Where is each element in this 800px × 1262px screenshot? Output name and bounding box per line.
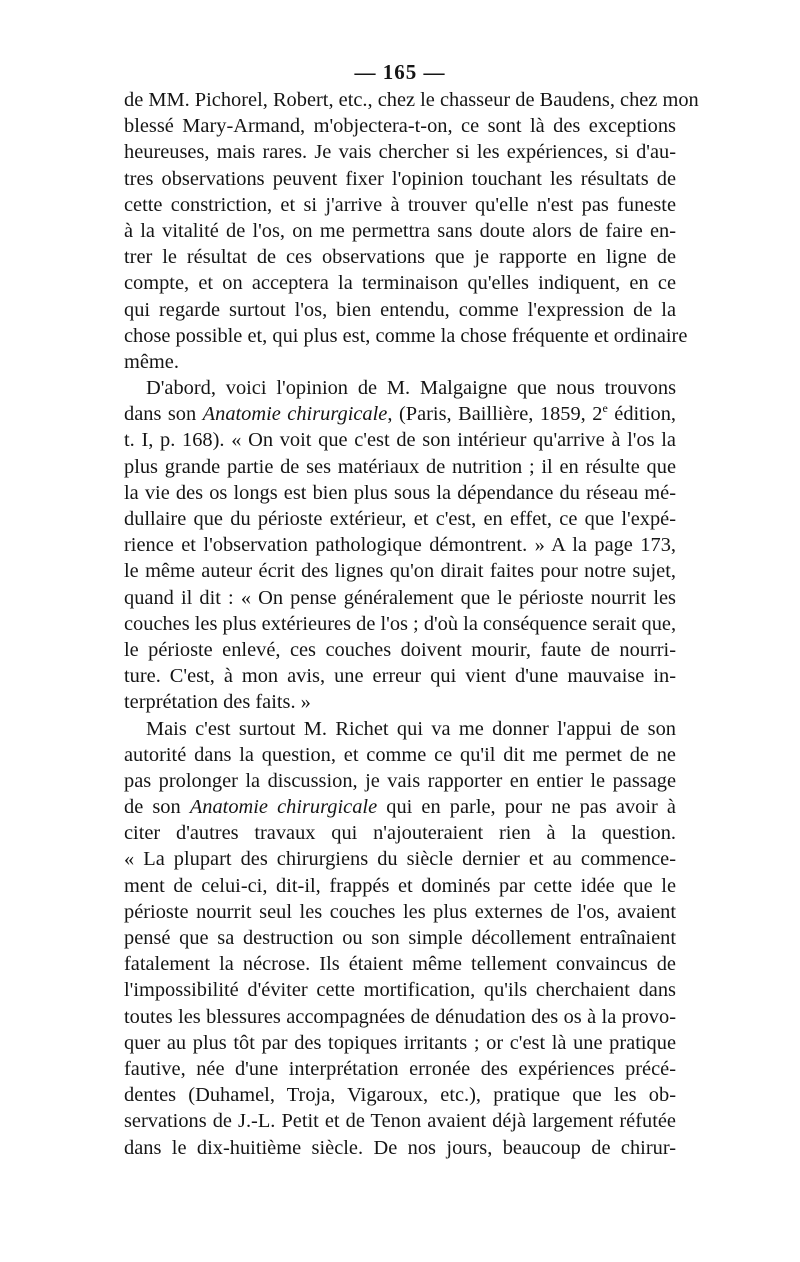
- superscript: e: [602, 401, 608, 416]
- text-line: l'impossibilité d'éviter cette mortification, qu'ils cherchaient dans: [124, 979, 676, 1002]
- text-line: dans le dix-huitième siècle. De nos jours, beaucoup de chirur-: [124, 1136, 676, 1159]
- text-line: terprétation des faits. »: [124, 691, 311, 714]
- text-line: rience et l'observation pathologique démontrent. » A la page 173,: [124, 534, 676, 557]
- text-line: qui regarde surtout l'os, bien entendu, comme l'expression de la: [124, 298, 676, 321]
- text-line: toutes les blessures accompagnées de dénudation des os à la provo-: [124, 1005, 676, 1028]
- text-line: « La plupart des chirurgiens du siècle dernier et au commence-: [124, 848, 676, 871]
- text-line: fatalement la nécrose. Ils étaient même tellement convaincus de: [124, 953, 676, 976]
- paragraph-start-line: Mais c'est surtout M. Richet qui va me donner l'appui de son: [146, 717, 676, 740]
- text-line-with-title: [124, 794, 676, 820]
- text-segment: dans son: [124, 403, 203, 426]
- text-segment: de son: [124, 796, 190, 819]
- paragraph-start-line: D'abord, voici l'opinion de M. Malgaigne que nous trouvons: [146, 377, 676, 400]
- text-segment: qui en parle, pour ne pas avoir à: [377, 796, 676, 819]
- text-line: plus grande partie de ses matériaux de nutrition ; il en résulte que: [124, 455, 676, 478]
- text-line: ment de celui-ci, dit-il, frappés et dominés par cette idée que le: [124, 874, 676, 897]
- text-line: citer d'autres travaux qui n'ajouteraient rien à la question.: [124, 822, 676, 845]
- text-line: trer le résultat de ces observations que je rapporte en ligne de: [124, 246, 676, 269]
- page-number: — 165 —: [354, 60, 446, 84]
- text-line: dullaire que du périoste extérieur, et c'est, en effet, ce que l'expé-: [124, 508, 676, 530]
- body-text: [124, 87, 699, 1161]
- text-line: chose possible et, qui plus est, comme la chose fréquente et ordinaire: [124, 324, 688, 347]
- text-line: périoste nourrit seul les couches les plus externes de l'os, avaient: [124, 900, 676, 923]
- text-line: autorité dans la question, et comme ce qu'il dit me permet de ne: [124, 743, 676, 766]
- text-line: pensé que sa destruction ou son simple décollement entraînaient: [124, 927, 676, 949]
- text-line: le périoste enlevé, ces couches doivent mourir, faute de nourri-: [124, 638, 676, 661]
- text-line: quand il dit : « On pense généralement que le périoste nourrit les: [124, 586, 676, 609]
- text-line: t. I, p. 168). « On voit que c'est de son intérieur qu'arrive à l'os la: [124, 429, 676, 452]
- text-line: couches les plus extérieures de l'os ; d'où la conséquence serait que,: [124, 612, 677, 635]
- text-line-with-title: [124, 401, 676, 427]
- text-line: blessé Mary-Armand, m'objectera-t-on, ce sont là des exceptions: [124, 115, 676, 138]
- text-line: même.: [124, 350, 179, 373]
- text-line: fautive, née d'une interprétation erronée des expériences précé-: [124, 1057, 676, 1080]
- text-line: tres observations peuvent fixer l'opinion touchant les résultats de: [124, 167, 676, 190]
- book-title: Anatomie chirurgicale: [189, 796, 378, 819]
- text-line: le même auteur écrit des lignes qu'on dirait faites pour notre sujet,: [124, 560, 676, 583]
- book-title: Anatomie chirurgicale: [202, 403, 388, 426]
- text-segment: édition,: [607, 403, 676, 426]
- text-line: quer au plus tôt par des topiques irritants ; or c'est là une pratique: [124, 1031, 676, 1054]
- text-line: heureuses, mais rares. Je vais chercher si les expériences, si d'au-: [124, 141, 676, 164]
- text-line: de MM. Pichorel, Robert, etc., chez le chasseur de Baudens, chez mon: [124, 89, 699, 111]
- text-segment: , (Paris, Baillière, 1859, 2: [387, 403, 603, 426]
- text-line: dentes (Duhamel, Troja, Vigaroux, etc.), pratique que les ob-: [124, 1084, 676, 1107]
- text-line: la vie des os longs est bien plus sous la dépendance du réseau mé-: [124, 481, 676, 504]
- text-line: cette constriction, et si j'arrive à trouver qu'elle n'est pas funeste: [124, 193, 676, 216]
- text-line: ture. C'est, à mon avis, une erreur qui vient d'une mauvaise in-: [124, 665, 676, 688]
- text-line: à la vitalité de l'os, on me permettra sans doute alors de faire en-: [124, 219, 676, 242]
- text-line: pas prolonger la discussion, je vais rapporter en entier le passage: [124, 769, 676, 792]
- text-line: servations de J.-L. Petit et de Tenon avaient déjà largement réfutée: [124, 1110, 676, 1133]
- text-line: compte, et on acceptera la terminaison qu'elles indiquent, en ce: [124, 272, 676, 295]
